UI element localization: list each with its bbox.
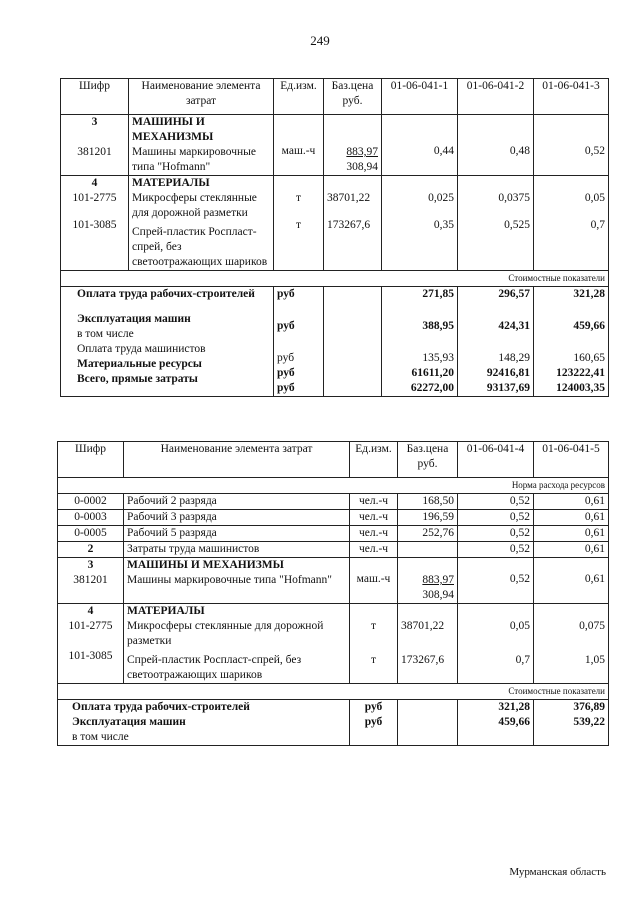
header-col: 01-06-041-2 — [458, 79, 534, 115]
norm-label-row — [58, 478, 609, 494]
worker-row — [58, 510, 609, 526]
header-col: 01-06-041-1 — [382, 79, 458, 115]
value-cell: 0,61 — [534, 558, 609, 604]
value-cell: 0,05 0,7 — [534, 176, 609, 271]
value-cell: 0,52 — [458, 542, 534, 558]
value-cell: 0,61 — [534, 494, 609, 510]
cost-section-label-row — [58, 684, 609, 700]
operators-row — [58, 542, 609, 558]
value-cell: 0,025 0,35 — [382, 176, 458, 271]
unit-cell: т т — [350, 604, 398, 684]
resource-table-1 — [60, 78, 609, 397]
unit-cell: чел.-ч — [350, 542, 398, 558]
norm-label: Норма расхода ресурсов — [58, 478, 609, 494]
unit-cell: чел.-ч — [350, 526, 398, 542]
price-cell: 883,97 308,94 — [324, 115, 382, 176]
cost-units: руб руб руб руб руб — [274, 287, 324, 397]
header-col: 01-06-041-3 — [534, 79, 609, 115]
unit-cell: чел.-ч — [350, 510, 398, 526]
code-cell: 2 — [58, 542, 124, 558]
value-cell: 0,075 1,05 — [534, 604, 609, 684]
cost-values-col1: 321,28 459,66 — [458, 700, 534, 746]
code-cell: 0-0005 — [58, 526, 124, 542]
group-machines-row — [61, 115, 609, 176]
value-cell: 0,48 — [458, 115, 534, 176]
header-name: Наименование элемента затрат — [124, 442, 350, 478]
value-cell: 0,61 — [534, 542, 609, 558]
cost-labels: Оплата труда рабочих-строителей Эксплуатация машин в том числе Оплата труда машинистов Материальные ресурсы Всего, прямые затраты — [61, 287, 274, 397]
header-unit: Ед.изм. — [350, 442, 398, 478]
price-cell: 883,97 308,94 — [398, 558, 458, 604]
cost-values-col2: 376,89 539,22 — [534, 700, 609, 746]
header-unit: Ед.изм. — [274, 79, 324, 115]
name-cell: Затраты труда машинистов — [124, 542, 350, 558]
header-price: Баз.цена руб. — [398, 442, 458, 478]
code-cell: 0-0003 — [58, 510, 124, 526]
header-code: Шифр — [61, 79, 129, 115]
value-cell: 0,0375 0,525 — [458, 176, 534, 271]
group-body: МАТЕРИАЛЫ Микросферы стеклянные для дорожной разметки Спрей-пластик Роспласт-спрей, без светоотражающих шариков — [124, 604, 350, 684]
table-header — [61, 79, 609, 115]
unit-cell: т т — [274, 176, 324, 271]
group-body: МАТЕРИАЛЫ Микросферы стеклянные для дорожной разметки Спрей-пластик Роспласт-спрей, без светоотражающих шариков — [129, 176, 274, 271]
value-cell: 0,61 — [534, 510, 609, 526]
worker-row — [58, 526, 609, 542]
value-cell: 0,52 — [458, 558, 534, 604]
cost-section-label: Стоимостные показатели — [61, 271, 609, 287]
group-code: 4 101-2775 101-3085 — [58, 604, 124, 684]
price-cell: 38701,22 173267,6 — [324, 176, 382, 271]
header-code: Шифр — [58, 442, 124, 478]
cost-section-label: Стоимостные показатели — [58, 684, 609, 700]
cost-rows — [58, 700, 609, 746]
header-name: Наименование элемента затрат — [129, 79, 274, 115]
group-body: МАШИНЫ И МЕХАНИЗМЫ Машины маркировочные типа "Hofmann" — [129, 115, 274, 176]
cost-section-label-row — [61, 271, 609, 287]
price-cell: 252,76 — [398, 526, 458, 542]
value-cell: 0,52 — [458, 510, 534, 526]
cost-rows — [61, 287, 609, 397]
worker-row — [58, 494, 609, 510]
page-number: 249 — [310, 33, 330, 48]
group-code: 4 101-2775 101-3085 — [61, 176, 129, 271]
value-cell: 0,61 — [534, 526, 609, 542]
price-cell: 38701,22 173267,6 — [398, 604, 458, 684]
group-materials-row — [61, 176, 609, 271]
unit-cell: чел.-ч — [350, 494, 398, 510]
resource-table-2 — [57, 441, 609, 746]
value-cell: 0,52 — [534, 115, 609, 176]
unit-cell: маш.-ч — [274, 115, 324, 176]
group-machines-row — [58, 558, 609, 604]
cost-empty-price — [398, 700, 458, 746]
group-code: 3 381201 — [58, 558, 124, 604]
cost-labels: Оплата труда рабочих-строителей Эксплуатация машин в том числе — [58, 700, 350, 746]
cost-values-col1: 271,85 388,95 135,93 61611,20 62272,00 — [382, 287, 458, 397]
name-cell: Рабочий 5 разряда — [124, 526, 350, 542]
table-header — [58, 442, 609, 478]
region-footer: Мурманская область — [509, 866, 606, 878]
cost-empty-price — [324, 287, 382, 397]
value-cell: 0,05 0,7 — [458, 604, 534, 684]
group-code: 3 381201 — [61, 115, 129, 176]
cost-values-col3: 321,28 459,66 160,65 123222,41 124003,35 — [534, 287, 609, 397]
unit-cell: маш.-ч — [350, 558, 398, 604]
name-cell: Рабочий 2 разряда — [124, 494, 350, 510]
cost-values-col2: 296,57 424,31 148,29 92416,81 93137,69 — [458, 287, 534, 397]
header-price: Баз.цена руб. — [324, 79, 382, 115]
code-cell: 0-0002 — [58, 494, 124, 510]
group-materials-row — [58, 604, 609, 684]
price-cell — [398, 542, 458, 558]
value-cell: 0,52 — [458, 494, 534, 510]
header-col: 01-06-041-5 — [534, 442, 609, 478]
group-body: МАШИНЫ И МЕХАНИЗМЫ Машины маркировочные типа "Hofmann" — [124, 558, 350, 604]
value-cell: 0,52 — [458, 526, 534, 542]
price-cell: 168,50 — [398, 494, 458, 510]
value-cell: 0,44 — [382, 115, 458, 176]
name-cell: Рабочий 3 разряда — [124, 510, 350, 526]
price-cell: 196,59 — [398, 510, 458, 526]
cost-units: руб руб — [350, 700, 398, 746]
header-col: 01-06-041-4 — [458, 442, 534, 478]
